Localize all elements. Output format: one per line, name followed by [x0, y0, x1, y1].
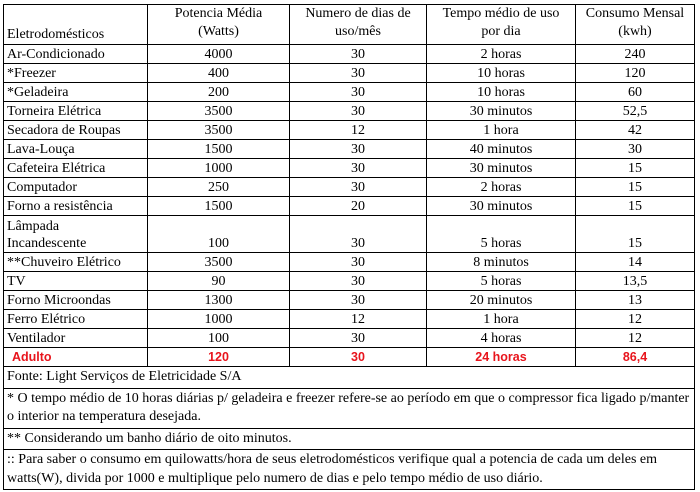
- cell-power: 3500: [148, 121, 290, 140]
- cell-days: 30: [290, 64, 427, 83]
- header-days: Numero de dias de uso/mês: [290, 5, 427, 45]
- cell-appliance: TV: [4, 272, 148, 291]
- table-row: [4, 121, 695, 140]
- cell-time: 1 hora: [427, 121, 576, 140]
- source-note: Fonte: Light Serviços de Eletricidade S/A: [4, 367, 695, 389]
- appliance-consumption-table: [3, 4, 695, 490]
- header-time: Tempo médio de uso por dia: [427, 5, 576, 45]
- cell-appliance: *Geladeira: [4, 83, 148, 102]
- cell-time: 2 horas: [427, 45, 576, 64]
- cell-consumption: 240: [576, 45, 695, 64]
- cell-appliance: Secadora de Roupas: [4, 121, 148, 140]
- cell-appliance: Lava-Louça: [4, 140, 148, 159]
- cell-appliance: Computador: [4, 178, 148, 197]
- footnote-shower: ** Considerando um banho diário de oito minutos.: [4, 428, 695, 450]
- cell-time: 10 horas: [427, 83, 576, 102]
- cell-appliance: Forno a resistência: [4, 197, 148, 216]
- source-row: [4, 367, 695, 389]
- footnote-calculation: :: Para saber o consumo em quilowatts/hora de seus eletrodomésticos verifique qual a potencia de cada um deles em watts(W), divida por 1000 e multiplique pelo numero de dias e pelo tempo médio de uso diário.: [4, 450, 695, 490]
- cell-time: 8 minutos: [427, 253, 576, 272]
- table-row: [4, 159, 695, 178]
- cell-consumption: 13: [576, 291, 695, 310]
- cell-power: 90: [148, 272, 290, 291]
- cell-time: 30 minutos: [427, 159, 576, 178]
- cell-appliance: **Chuveiro Elétrico: [4, 253, 148, 272]
- cell-time: 20 minutos: [427, 291, 576, 310]
- header-appliance: Eletrodomésticos: [4, 5, 148, 45]
- cell-time: 5 horas: [427, 216, 576, 253]
- cell-days: 30: [290, 140, 427, 159]
- cell-consumption: 12: [576, 310, 695, 329]
- cell-days: 30: [290, 159, 427, 178]
- cell-appliance: Torneira Elétrica: [4, 102, 148, 121]
- cell-days: 30: [290, 291, 427, 310]
- cell-time: 5 horas: [427, 272, 576, 291]
- cell-consumption: 15: [576, 216, 695, 253]
- footnote-freezer: * O tempo médio de 10 horas diárias p/ geladeira e freezer refere-se ao período em que o compressor fica ligado p/manter o interior na temperatura desejada.: [4, 388, 695, 428]
- note-row: [4, 450, 695, 490]
- note-row: [4, 388, 695, 428]
- cell-days: 30: [290, 216, 427, 253]
- appliance-consumption-document: [3, 4, 694, 490]
- cell-days: 12: [290, 121, 427, 140]
- cell-days: 30: [290, 102, 427, 121]
- table-row: [4, 291, 695, 310]
- cell-power: 1500: [148, 140, 290, 159]
- cell-time: 1 hora: [427, 310, 576, 329]
- cell-power: 400: [148, 64, 290, 83]
- table-row: [4, 216, 695, 253]
- header-consumption: Consumo Mensal (kwh): [576, 5, 695, 45]
- cell-power: 3500: [148, 102, 290, 121]
- cell-power: 1000: [148, 159, 290, 178]
- highlight-row: [4, 348, 695, 367]
- table-row: [4, 197, 695, 216]
- cell-time: 10 horas: [427, 64, 576, 83]
- table-row: [4, 140, 695, 159]
- cell-consumption: 42: [576, 121, 695, 140]
- table-row: [4, 64, 695, 83]
- cell-days: 30: [290, 45, 427, 64]
- cell-time: 24 horas: [427, 348, 576, 367]
- table-row: [4, 45, 695, 64]
- cell-power: 1500: [148, 197, 290, 216]
- cell-time: 2 horas: [427, 178, 576, 197]
- cell-consumption: 120: [576, 64, 695, 83]
- cell-power: 1300: [148, 291, 290, 310]
- cell-appliance: Ventilador: [4, 329, 148, 348]
- cell-appliance: Cafeteira Elétrica: [4, 159, 148, 178]
- cell-days: 30: [290, 253, 427, 272]
- table-row: [4, 310, 695, 329]
- cell-days: 20: [290, 197, 427, 216]
- table-row: [4, 329, 695, 348]
- table-row: [4, 102, 695, 121]
- table-row: [4, 272, 695, 291]
- cell-power: 3500: [148, 253, 290, 272]
- cell-appliance: Adulto: [4, 348, 148, 367]
- cell-days: 30: [290, 329, 427, 348]
- cell-power: 1000: [148, 310, 290, 329]
- note-row: [4, 428, 695, 450]
- header-power: Potencia Média (Watts): [148, 5, 290, 45]
- header-row: [4, 5, 695, 45]
- cell-power: 4000: [148, 45, 290, 64]
- cell-consumption: 86,4: [576, 348, 695, 367]
- cell-days: 30: [290, 272, 427, 291]
- cell-consumption: 14: [576, 253, 695, 272]
- cell-consumption: 15: [576, 159, 695, 178]
- cell-appliance: Ar-Condicionado: [4, 45, 148, 64]
- cell-consumption: 30: [576, 140, 695, 159]
- table-row: [4, 253, 695, 272]
- cell-days: 12: [290, 310, 427, 329]
- cell-consumption: 13,5: [576, 272, 695, 291]
- cell-consumption: 15: [576, 178, 695, 197]
- cell-appliance: Lâmpada Incandescente: [4, 216, 148, 253]
- cell-days: 30: [290, 178, 427, 197]
- cell-time: 30 minutos: [427, 102, 576, 121]
- cell-days: 30: [290, 83, 427, 102]
- cell-appliance: *Freezer: [4, 64, 148, 83]
- table-row: [4, 178, 695, 197]
- cell-power: 250: [148, 178, 290, 197]
- cell-time: 40 minutos: [427, 140, 576, 159]
- cell-appliance: Ferro Elétrico: [4, 310, 148, 329]
- cell-time: 4 horas: [427, 329, 576, 348]
- cell-consumption: 60: [576, 83, 695, 102]
- cell-power: 120: [148, 348, 290, 367]
- cell-power: 100: [148, 329, 290, 348]
- cell-days: 30: [290, 348, 427, 367]
- cell-appliance: Forno Microondas: [4, 291, 148, 310]
- cell-consumption: 15: [576, 197, 695, 216]
- cell-consumption: 12: [576, 329, 695, 348]
- cell-power: 200: [148, 83, 290, 102]
- cell-consumption: 52,5: [576, 102, 695, 121]
- cell-power: 100: [148, 216, 290, 253]
- table-row: [4, 83, 695, 102]
- cell-time: 30 minutos: [427, 197, 576, 216]
